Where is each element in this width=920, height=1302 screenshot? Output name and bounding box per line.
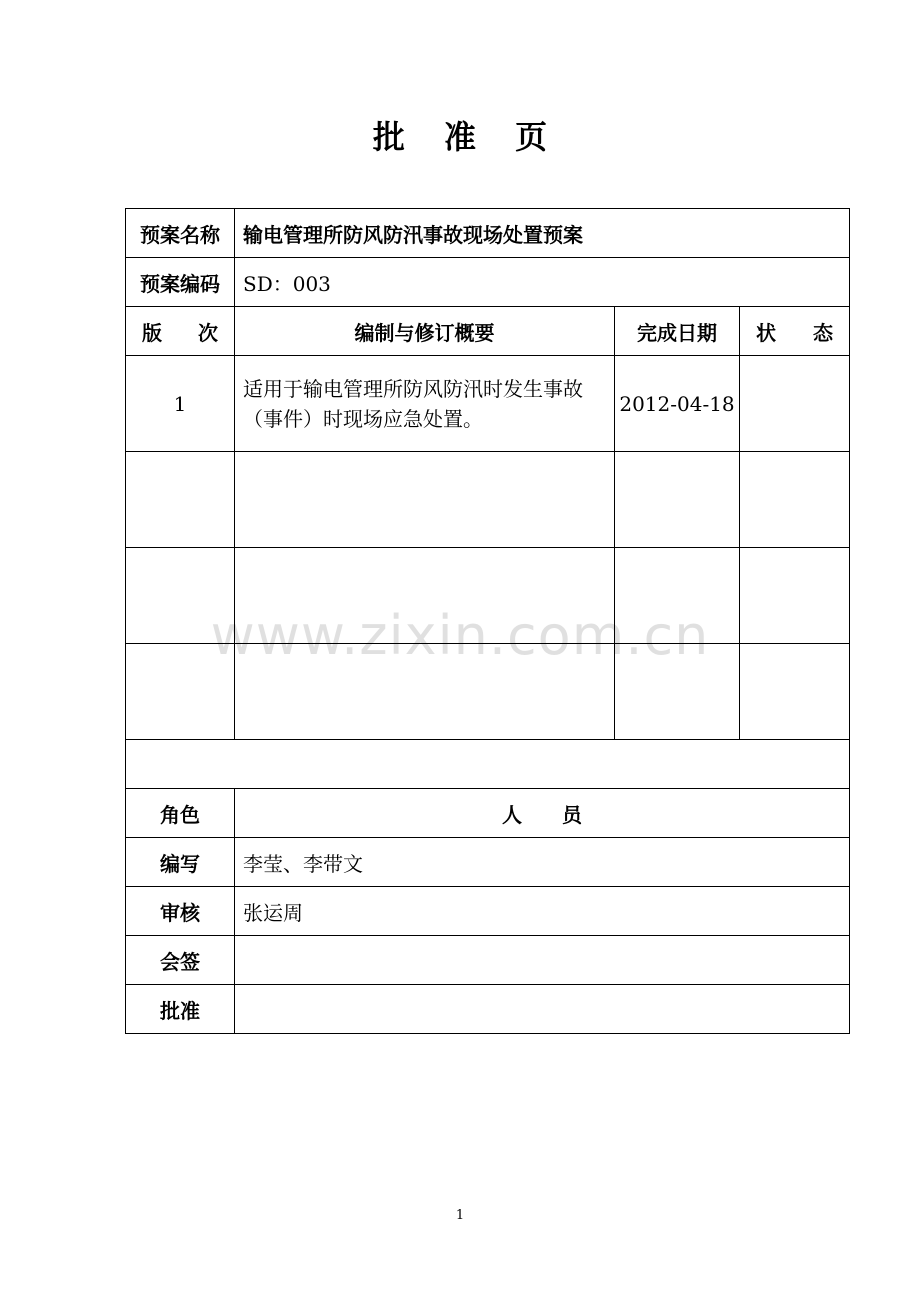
person-header: 人 员 <box>235 789 850 838</box>
status-cell <box>740 452 850 548</box>
plan-name-label: 预案名称 <box>126 209 235 258</box>
personnel-row <box>126 936 850 985</box>
revision-header-row <box>126 307 850 356</box>
personnel-header-row <box>126 789 850 838</box>
role-cell: 审核 <box>126 887 235 936</box>
page-title: 批 准 页 <box>372 118 562 156</box>
version-cell: 1 <box>126 356 235 452</box>
status-cell <box>740 548 850 644</box>
person-cell <box>235 936 850 985</box>
status-cell <box>740 356 850 452</box>
approval-table <box>125 208 850 1034</box>
version-header-b: 次 <box>198 320 218 345</box>
plan-name-row <box>126 209 850 258</box>
date-header: 完成日期 <box>615 307 740 356</box>
personnel-row <box>126 838 850 887</box>
plan-code-value: SD：003 <box>235 258 850 307</box>
person-cell: 张运周 <box>235 887 850 936</box>
date-cell <box>615 452 740 548</box>
version-cell <box>126 452 235 548</box>
version-cell <box>126 644 235 740</box>
summary-cell <box>235 452 615 548</box>
revision-row <box>126 548 850 644</box>
status-header-b: 态 <box>813 320 834 345</box>
role-header: 角色 <box>126 789 235 838</box>
status-cell <box>740 644 850 740</box>
role-cell: 批准 <box>126 985 235 1034</box>
plan-code-row <box>126 258 850 307</box>
role-cell: 会签 <box>126 936 235 985</box>
personnel-row <box>126 887 850 936</box>
status-header <box>740 307 850 356</box>
date-cell <box>615 548 740 644</box>
plan-name-value: 输电管理所防风防汛事故现场处置预案 <box>235 209 850 258</box>
summary-cell <box>235 644 615 740</box>
revision-row <box>126 644 850 740</box>
person-cell <box>235 985 850 1034</box>
date-cell: 2012-04-18 <box>615 356 740 452</box>
date-cell <box>615 644 740 740</box>
role-cell: 编写 <box>126 838 235 887</box>
summary-cell: 适用于输电管理所防风防汛时发生事故（事件）时现场应急处置。 <box>235 356 615 452</box>
spacer-row <box>126 740 850 789</box>
summary-header: 编制与修订概要 <box>235 307 615 356</box>
page-number: 1 <box>455 1208 465 1223</box>
person-cell: 李莹、李带文 <box>235 838 850 887</box>
plan-code-label: 预案编码 <box>126 258 235 307</box>
revision-row <box>126 452 850 548</box>
version-header-a: 版 <box>142 320 162 345</box>
spacer-cell <box>126 740 850 789</box>
watermark: www.zixin.com.cn <box>210 604 710 667</box>
personnel-row <box>126 985 850 1034</box>
revision-row <box>126 356 850 452</box>
version-cell <box>126 548 235 644</box>
summary-cell <box>235 548 615 644</box>
version-header <box>126 307 235 356</box>
status-header-a: 状 <box>756 320 776 345</box>
